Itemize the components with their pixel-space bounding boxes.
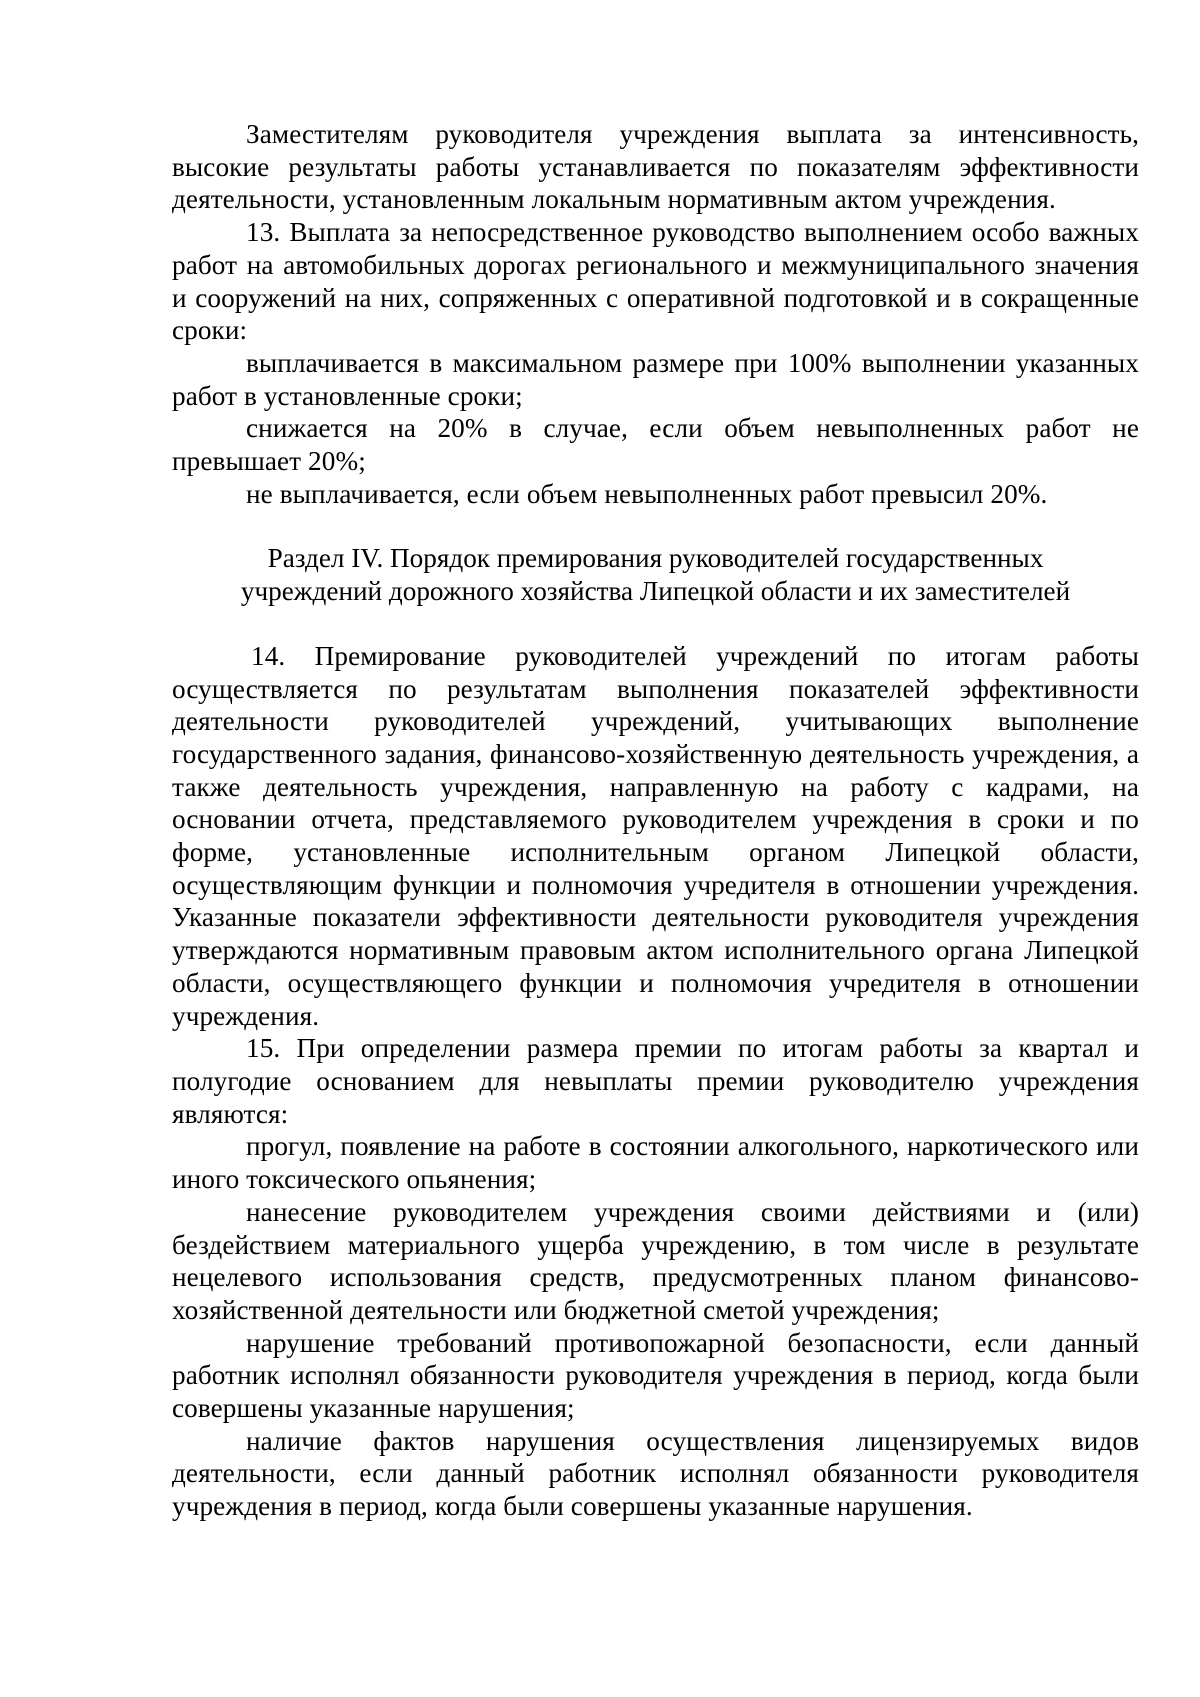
document-page [172, 118, 1139, 1523]
section-heading-line-1: Раздел IV. Порядок премирования руководителей государственных [267, 543, 1044, 574]
paragraph-material-damage: нанесение руководителем учреждения своими действиями и (или) бездействием материального ущерба учреждению, в том числе в результате нецелевого использования средств, предусмотренных планом финансово-хозяйственной деятельности или бюджетной сметой учреждения; [172, 1196, 1139, 1325]
paragraph-reduced-20-percent: снижается на 20% в случае, если объем невыполненных работ не превышает 20%; [172, 413, 1139, 477]
paragraph-licensing-violation: наличие фактов нарушения осуществления лицензируемых видов деятельности, если данный работник исполнял обязанности руководителя учреждения в период, когда были совершены указанные нарушения. [172, 1425, 1139, 1522]
paragraph-15-nonpayment-grounds: 15. При определении размера премии по итогам работы за квартал и полугодие основанием для невыплаты премии руководителю учреждения являются: [172, 1033, 1139, 1129]
paragraph-not-paid: не выплачивается, если объем невыполненных работ превысил 20%. [246, 478, 1048, 509]
section-iv-heading [172, 542, 1139, 607]
paragraph-paid-maximum: выплачивается в максимальном размере при 100% выполнении указанных работ в установленные сроки; [172, 347, 1139, 411]
paragraph-13-supervision-payment: 13. Выплата за непосредственное руководство выполнением особо важных работ на автомобильных дорогах регионального и межмуниципального значения и сооружений на них, сопряженных с оперативной подготовкой и в сокращенные сроки: [172, 217, 1139, 346]
paragraph-absenteeism: прогул, появление на работе в состоянии алкогольного, наркотического или иного токсического опьянения; [172, 1131, 1139, 1195]
paragraph-deputies-intensity-payment: Заместителям руководителя учреждения выплата за интенсивность, высокие результаты работы устанавливается по показателям эффективности деятельности, установленным локальным нормативным актом учреждения. [172, 119, 1139, 215]
paragraph-14-bonus-rules: 14. Премирование руководителей учреждений по итогам работы осуществляется по результатам выполнения показателей эффективности деятельности руководителей учреждений, учитывающих выполнение государственного задания, финансово-хозяйственную деятельность учреждения, а также деятельность учреждения, направленную на работу с кадрами, на основании отчета, представляемого руководителем учреждения в сроки и по форме, установленные исполнительным органом Липецкой области, осуществляющим функции и полномочия учредителя в отношении учреждения. Указанные показатели эффективности деятельности руководителя учреждения утверждаются нормативным правовым актом исполнительного органа Липецкой области, осуществляющего функции и полномочия учредителя в отношении учреждения. [172, 640, 1139, 1031]
section-heading-line-2: учреждений дорожного хозяйства Липецкой области и их заместителей [240, 576, 1071, 607]
paragraph-fire-safety-violation: нарушение требований противопожарной безопасности, если данный работник исполнял обязанности руководителя учреждения в период, когда были совершены указанные нарушения; [172, 1327, 1139, 1424]
